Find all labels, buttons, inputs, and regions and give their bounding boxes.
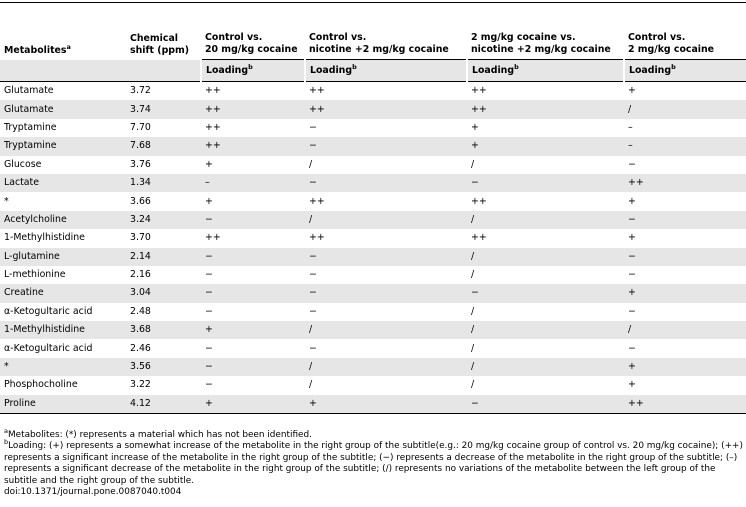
cell-loading-1: – [201, 174, 305, 192]
cell-loading-2: − [309, 269, 317, 281]
table-row [0, 358, 746, 376]
cell-loading-4: + [628, 195, 636, 207]
cell-loading-2: ++ [305, 100, 467, 118]
cell-loading-2: − [305, 174, 467, 192]
cell-loading-3: − [467, 395, 624, 414]
cell-loading-4: ++ [624, 174, 746, 192]
cell-loading-2: − [305, 137, 467, 155]
cell-loading-1: + [201, 321, 305, 339]
cell-loading-4: − [628, 158, 636, 170]
header-loading-4: Loading$^b$ [624, 60, 746, 82]
cell-loading-3: ++ [467, 100, 624, 118]
top-rule [0, 2, 746, 3]
cell-loading-2: / [309, 158, 313, 170]
cell-loading-1: − [205, 379, 213, 391]
cell-metabolite: Glutamate [0, 100, 126, 118]
cell-shift: 7.68 [126, 137, 201, 155]
cell-shift: 3.68 [126, 321, 201, 339]
header-group-4: Control vs. 2 mg/kg cocaine [624, 26, 746, 60]
table-row [0, 137, 746, 155]
table-row [0, 284, 746, 302]
cell-loading-1: ++ [201, 100, 305, 118]
cell-shift: 3.74 [126, 100, 201, 118]
cell-loading-3: ++ [471, 232, 487, 244]
cell-loading-2: ++ [309, 195, 325, 207]
cell-loading-4: – [624, 137, 746, 155]
cell-shift: 3.72 [130, 85, 151, 97]
cell-loading-4: − [628, 305, 636, 317]
cell-metabolite: Lactate [0, 174, 126, 192]
header-chemical-shift: Chemical shift (ppm) [130, 32, 190, 56]
cell-shift: 2.16 [130, 269, 151, 281]
cell-loading-2: / [305, 321, 467, 339]
header-metabolites: Metabolites$^a$ [4, 42, 71, 56]
cell-loading-3: / [471, 158, 475, 170]
cell-metabolite: Proline [0, 395, 126, 414]
cell-loading-3: / [467, 211, 624, 229]
table-row [0, 376, 746, 394]
cell-shift: 4.12 [126, 395, 201, 414]
cell-loading-3: / [467, 358, 624, 376]
table-row [0, 321, 746, 339]
cell-loading-2: − [309, 121, 317, 133]
cell-loading-2: − [305, 284, 467, 302]
cell-metabolite: α-Ketogultaric acid [4, 305, 93, 317]
header-blank-1 [0, 60, 126, 82]
cell-loading-1: + [205, 195, 213, 207]
cell-loading-3: / [467, 248, 624, 266]
cell-loading-1: ++ [205, 121, 221, 133]
cell-shift: 3.56 [126, 358, 201, 376]
cell-metabolite: Tryptamine [0, 137, 126, 155]
table-row [0, 119, 746, 137]
cell-shift: 2.48 [130, 305, 151, 317]
header-metabolites-sup: a [66, 42, 71, 51]
cell-loading-4: + [628, 379, 636, 391]
cell-shift: 3.66 [130, 195, 151, 207]
header-loading-1: Loading$^b$ [201, 60, 305, 82]
table-row [0, 82, 746, 101]
cell-shift: 3.04 [126, 284, 201, 302]
table-row [0, 303, 746, 321]
cell-loading-3: / [467, 321, 624, 339]
cell-loading-3: / [471, 269, 475, 281]
table-row [0, 192, 746, 210]
cell-metabolite: Creatine [0, 284, 126, 302]
cell-loading-1: − [205, 305, 213, 317]
table-body [0, 82, 746, 414]
cell-loading-1: ++ [201, 137, 305, 155]
cell-metabolite: Acetylcholine [0, 211, 126, 229]
cell-shift: 1.34 [126, 174, 201, 192]
cell-loading-4: / [624, 100, 746, 118]
cell-metabolite: Tryptamine [4, 121, 57, 133]
table-row [0, 266, 746, 284]
cell-loading-3: ++ [471, 85, 487, 97]
cell-loading-2: / [305, 211, 467, 229]
cell-loading-2: − [309, 305, 317, 317]
header-loading-2: Loading$^b$ [305, 60, 467, 82]
cell-shift: 3.24 [126, 211, 201, 229]
cell-loading-4: − [628, 269, 636, 281]
cell-loading-4: + [624, 358, 746, 376]
table-row [0, 229, 746, 247]
cell-loading-3: / [471, 342, 475, 354]
cell-loading-3: − [467, 284, 624, 302]
table-row [0, 211, 746, 229]
header-group-3: 2 mg/kg cocaine vs. nicotine +2 mg/kg cocaine [467, 26, 624, 60]
cell-loading-4: – [628, 121, 633, 133]
cell-loading-2: / [309, 379, 313, 391]
header-loading-3: Loading$^b$ [467, 60, 624, 82]
header-blank-2 [126, 60, 201, 82]
cell-metabolite: L-glutamine [0, 248, 126, 266]
cell-loading-2: / [305, 358, 467, 376]
cell-metabolite: Glutamate [4, 85, 54, 97]
cell-loading-2: − [309, 342, 317, 354]
table-row [0, 100, 746, 118]
header-group-1: Control vs. 20 mg/kg cocaine [201, 26, 305, 60]
cell-loading-3: − [467, 174, 624, 192]
cell-loading-4: + [628, 232, 636, 244]
table-row [0, 339, 746, 357]
cell-loading-1: − [205, 269, 213, 281]
cell-shift: 7.70 [130, 121, 151, 133]
cell-loading-2: ++ [309, 232, 325, 244]
cell-shift: 3.76 [130, 158, 151, 170]
cell-loading-3: / [471, 305, 475, 317]
cell-metabolite: Glucose [4, 158, 42, 170]
cell-metabolite: * [0, 358, 126, 376]
cell-shift: 3.70 [130, 232, 151, 244]
cell-metabolite: * [4, 195, 9, 207]
cell-metabolite: 1-Methylhistidine [4, 232, 85, 244]
header-group-2: Control vs. nicotine +2 mg/kg cocaine [305, 26, 467, 60]
table-row [0, 248, 746, 266]
cell-loading-4: − [624, 248, 746, 266]
cell-loading-4: + [624, 284, 746, 302]
cell-metabolite: 1-Methylhistidine [0, 321, 126, 339]
cell-loading-3: ++ [471, 195, 487, 207]
cell-shift: 2.14 [126, 248, 201, 266]
cell-loading-2: + [305, 395, 467, 414]
cell-loading-1: − [201, 211, 305, 229]
cell-metabolite: Phosphocholine [4, 379, 78, 391]
cell-shift: 2.46 [130, 342, 151, 354]
cell-loading-1: + [205, 158, 213, 170]
metabolites-table [0, 26, 746, 414]
cell-loading-1: ++ [205, 232, 221, 244]
table-row [0, 156, 746, 174]
cell-loading-3: + [467, 137, 624, 155]
table-row [0, 395, 746, 414]
doi-line: doi:10.1371/journal.pone.0087040.t004 [4, 487, 182, 498]
cell-loading-4: ++ [624, 395, 746, 414]
cell-metabolite: L-methionine [4, 269, 66, 281]
cell-loading-4: + [628, 85, 636, 97]
cell-loading-1: + [201, 395, 305, 414]
table-row [0, 174, 746, 192]
cell-loading-4: / [624, 321, 746, 339]
cell-metabolite: α-Ketogultaric acid [4, 342, 93, 354]
cell-loading-1: − [205, 342, 213, 354]
footnote-b: $^b$Loading: (+) represents a somewhat increase of the metabolite in the right group of the subtitle(e.g.: 20 mg/kg cocaine group of control vs. 20 mg/kg cocaine); (++) represents a significant increase of the metabolite in the right group of the subtitle; (−) represents a decrease of the metabolite in the right group of the subtitle; (–) represents a significant decrease of the metabolite in the right group of the subtitle; (/) represents no variations of the metabolite between the left group of the subtitle and the right group of the subtitle. [4, 438, 743, 486]
cell-loading-2: − [305, 248, 467, 266]
footnotes [4, 427, 744, 498]
cell-loading-3: / [471, 379, 475, 391]
footnote-a: $^a$Metabolites: (*) represents a material which has not been identified. [4, 427, 312, 440]
cell-loading-4: − [628, 342, 636, 354]
cell-loading-1: − [201, 284, 305, 302]
cell-loading-1: − [201, 358, 305, 376]
cell-loading-1: − [201, 248, 305, 266]
cell-loading-4: − [624, 211, 746, 229]
cell-loading-3: + [471, 121, 479, 133]
cell-loading-2: ++ [309, 85, 325, 97]
cell-shift: 3.22 [130, 379, 151, 391]
cell-loading-1: ++ [205, 85, 221, 97]
